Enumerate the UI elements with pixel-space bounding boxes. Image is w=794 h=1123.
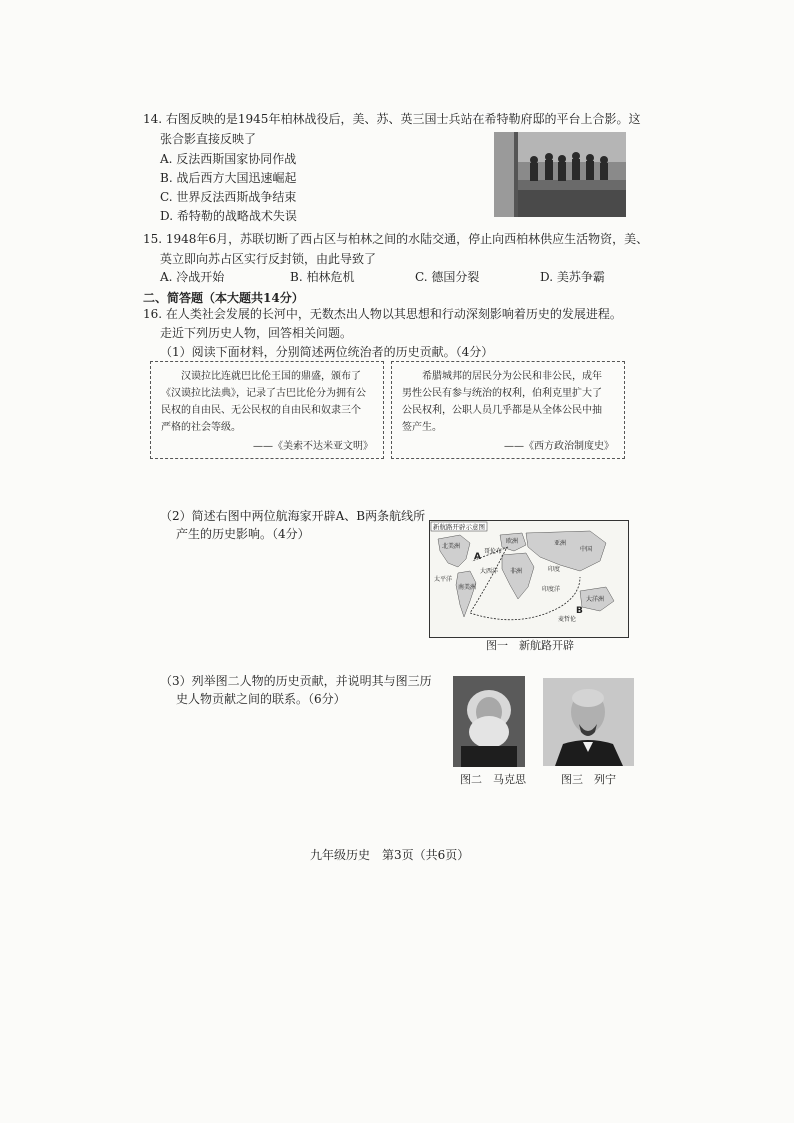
q15-stem-line1: 15. 1948年6月，苏联切断了西占区与柏林之间的水陆交通，停止向西柏林供应生活物资，美、 bbox=[143, 232, 649, 246]
q14-stem-line2: 张合影直接反映了 bbox=[160, 132, 257, 146]
material1-line: 严格的社会等级。 bbox=[161, 422, 241, 433]
material1-source: ——《美索不达米亚文明》 bbox=[253, 441, 373, 452]
q15-stem-line2: 英立即向苏占区实行反封锁，由此导致了 bbox=[160, 252, 377, 266]
q16-part1: （1）阅读下面材料，分别简述两位统治者的历史贡献。（4分） bbox=[160, 345, 494, 359]
new-routes-map bbox=[429, 520, 629, 638]
q14-option-c: C. 世界反法西斯战争结束 bbox=[160, 190, 297, 204]
label-europe: 欧洲 bbox=[506, 538, 519, 545]
q16-part3-line2: 史人物贡献之间的联系。（6分） bbox=[176, 692, 346, 706]
label-pacific-ocean: 太平洋 bbox=[434, 576, 453, 583]
label-south-america: 南美洲 bbox=[458, 584, 477, 591]
q15-option-b: B. 柏林危机 bbox=[290, 270, 355, 284]
material2-source: ——《西方政治制度史》 bbox=[504, 441, 614, 452]
material1-line: 《汉谟拉比法典》，记录了古巴比伦分为拥有公 bbox=[161, 388, 366, 399]
label-route-b: B bbox=[576, 606, 583, 616]
africa-shape bbox=[502, 553, 534, 599]
q14-option-a: A. 反法西斯国家协同作战 bbox=[160, 152, 297, 166]
material2-line: 希腊城邦的居民分为公民和非公民，成年 bbox=[422, 371, 602, 382]
lenin-portrait bbox=[543, 678, 634, 766]
label-atlantic-ocean: 大西洋 bbox=[480, 568, 499, 575]
material1-line: 汉谟拉比连就巴比伦王国的鼎盛，颁布了 bbox=[181, 371, 361, 382]
q14-option-d: D. 希特勒的战略战术失误 bbox=[160, 209, 297, 223]
material1-line: 民权的自由民、无公民权的自由民和奴隶三个 bbox=[161, 405, 361, 416]
page-footer: 九年级历史 第3页（共6页） bbox=[310, 848, 470, 862]
q15-option-a: A. 冷战开始 bbox=[160, 270, 225, 284]
section-title: 二、简答题（本大题共14分） bbox=[143, 291, 304, 305]
soldiers-photo bbox=[494, 132, 626, 217]
material-box-hammurabi bbox=[150, 361, 384, 459]
q16-part2-line2: 产生的历史影响。（4分） bbox=[176, 527, 310, 541]
material2-line: 男性公民有参与统治的权利，伯利克里扩大了 bbox=[402, 388, 602, 399]
material-box-pericles bbox=[391, 361, 625, 459]
south-america-shape bbox=[456, 571, 476, 617]
asia-shape bbox=[526, 531, 606, 571]
label-africa: 非洲 bbox=[510, 568, 523, 575]
q16-part2-line1: （2）简述右图中两位航海家开辟A、B两条航线所 bbox=[160, 509, 426, 523]
label-route-a: A bbox=[474, 552, 481, 562]
q15-option-d: D. 美苏争霸 bbox=[540, 270, 605, 284]
figure1-caption: 图一 新航路开辟 bbox=[486, 639, 574, 652]
map-title: 新航路开辟示意图 bbox=[433, 523, 485, 531]
q16-stem-line2: 走近下列历史人物，回答相关问题。 bbox=[160, 326, 353, 340]
label-australia: 大洋洲 bbox=[586, 596, 605, 603]
north-america-shape bbox=[438, 535, 470, 567]
label-indian-ocean: 印度洋 bbox=[542, 586, 561, 593]
label-india: 印度 bbox=[548, 566, 561, 573]
q16-stem-line1: 16. 在人类社会发展的长河中，无数杰出人物以其思想和行动深刻影响着历史的发展进程。 bbox=[143, 307, 622, 321]
q14-option-b: B. 战后西方大国迅速崛起 bbox=[160, 171, 297, 185]
material2-line: 公民权利，公职人员几乎都是从全体公民中抽 bbox=[402, 405, 602, 416]
label-north-america: 北美洲 bbox=[442, 543, 461, 550]
label-magellan: 麦哲伦 bbox=[558, 616, 577, 623]
label-china: 中国 bbox=[580, 546, 593, 553]
label-asia: 亚洲 bbox=[554, 540, 567, 547]
label-columbus: 哥伦布 bbox=[484, 548, 503, 555]
q15-option-c: C. 德国分裂 bbox=[415, 270, 480, 284]
figure2-caption: 图二 马克思 bbox=[460, 773, 526, 786]
q14-stem-line1: 14. 右图反映的是1945年柏林战役后，美、苏、英三国士兵站在希特勒府邸的平台上合影。这 bbox=[143, 112, 641, 126]
q16-part3-line1: （3）列举图二人物的历史贡献，并说明其与图三历 bbox=[160, 674, 432, 688]
material2-line: 签产生。 bbox=[402, 422, 442, 433]
marx-portrait bbox=[453, 676, 525, 767]
figure3-caption: 图三 列宁 bbox=[561, 773, 616, 786]
